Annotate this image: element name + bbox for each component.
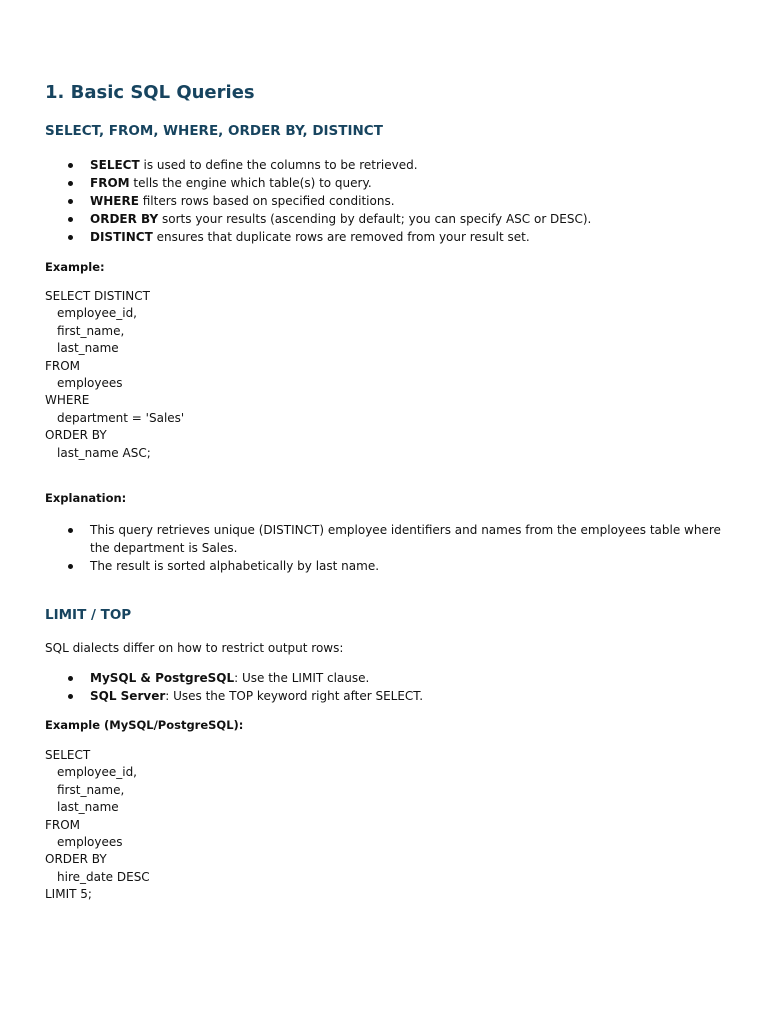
code-line: employee_id, bbox=[57, 306, 137, 321]
code-line: SELECT DISTINCT bbox=[45, 289, 150, 303]
list-item bbox=[45, 210, 730, 228]
list-item bbox=[45, 174, 730, 192]
bullet-icon bbox=[68, 676, 73, 681]
explanation-bullet-list bbox=[45, 521, 730, 575]
code-line: employees bbox=[57, 834, 123, 849]
explanation-text: This query retrieves unique (DISTINCT) employee identifiers and names from the employees table where the department is Sales. bbox=[90, 523, 721, 555]
bullet-icon bbox=[68, 528, 73, 533]
code-line: first_name, bbox=[57, 323, 125, 338]
code-line: LIMIT 5; bbox=[45, 887, 92, 902]
dialect-bullet-list bbox=[45, 669, 730, 705]
code-line: SELECT bbox=[45, 748, 91, 762]
code-line: employees bbox=[57, 375, 123, 390]
bullet-icon bbox=[68, 217, 73, 222]
code-line: ORDER BY bbox=[45, 852, 107, 867]
intro-paragraph: SQL dialects differ on how to restrict output rows: bbox=[45, 641, 344, 655]
code-line: department = 'Sales' bbox=[57, 410, 185, 425]
code-line: FROM bbox=[45, 817, 81, 832]
keyword-description: is used to define the columns to be retrieved. bbox=[139, 158, 418, 172]
dialect-description: : Use the LIMIT clause. bbox=[234, 671, 370, 685]
bullet-icon bbox=[68, 181, 73, 186]
bullet-icon bbox=[68, 694, 73, 699]
dialect-term: SQL Server bbox=[90, 689, 166, 703]
list-item bbox=[45, 228, 730, 246]
bullet-icon bbox=[68, 163, 73, 168]
example-label: Example: bbox=[45, 260, 105, 274]
code-line: WHERE bbox=[45, 393, 90, 408]
code-line: hire_date DESC bbox=[57, 869, 150, 884]
list-item bbox=[45, 156, 730, 174]
code-block-example-1 bbox=[45, 288, 184, 462]
bullet-icon bbox=[68, 564, 73, 569]
keyword-description: tells the engine which table(s) to query. bbox=[129, 176, 372, 190]
list-item bbox=[45, 557, 730, 575]
code-line: ORDER BY bbox=[45, 428, 107, 443]
section-subtitle-limit: LIMIT / TOP bbox=[45, 607, 132, 623]
keyword-term: SELECT bbox=[90, 158, 140, 172]
list-item bbox=[45, 521, 730, 557]
example-label-mysql: Example (MySQL/PostgreSQL): bbox=[45, 718, 244, 732]
keyword-term: ORDER BY bbox=[90, 212, 159, 226]
keyword-term: WHERE bbox=[90, 194, 139, 208]
page-title: 1. Basic SQL Queries bbox=[45, 82, 255, 103]
code-line: last_name bbox=[57, 341, 119, 356]
list-item bbox=[45, 687, 730, 705]
code-line: employee_id, bbox=[57, 765, 137, 780]
keyword-term: DISTINCT bbox=[90, 230, 153, 244]
code-line: first_name, bbox=[57, 782, 125, 797]
bullet-icon bbox=[68, 235, 73, 240]
explanation-text: The result is sorted alphabetically by last name. bbox=[90, 559, 380, 573]
keyword-term: FROM bbox=[90, 176, 130, 190]
keyword-description: ensures that duplicate rows are removed from your result set. bbox=[152, 230, 530, 244]
code-line: last_name bbox=[57, 800, 119, 815]
bullet-icon bbox=[68, 199, 73, 204]
dialect-term: MySQL & PostgreSQL bbox=[90, 671, 235, 685]
list-item bbox=[45, 192, 730, 210]
section-subtitle-select: SELECT, FROM, WHERE, ORDER BY, DISTINCT bbox=[45, 123, 383, 139]
code-line: FROM bbox=[45, 358, 81, 373]
code-block-example-2 bbox=[45, 747, 150, 904]
dialect-description: : Uses the TOP keyword right after SELECT. bbox=[165, 689, 424, 703]
keyword-description: sorts your results (ascending by default; you can specify ASC or DESC). bbox=[158, 212, 592, 226]
keyword-bullet-list bbox=[45, 156, 730, 246]
explanation-label: Explanation: bbox=[45, 491, 127, 505]
code-line: last_name ASC; bbox=[57, 445, 151, 460]
keyword-description: filters rows based on specified conditions. bbox=[138, 194, 395, 208]
list-item bbox=[45, 669, 730, 687]
